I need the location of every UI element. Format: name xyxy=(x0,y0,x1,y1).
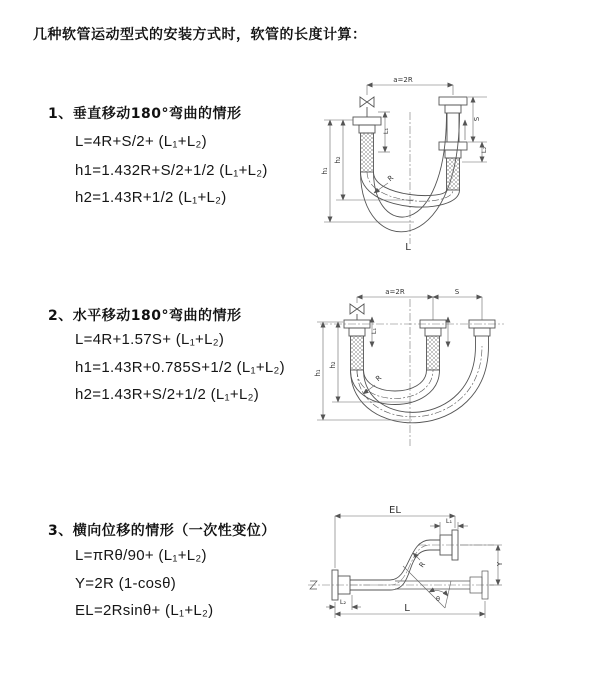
dim-label-l-total: L xyxy=(405,242,411,253)
section-3-formula-l: L=πRθ/90+ (L₁+L₂) xyxy=(75,547,207,564)
angle-construction xyxy=(403,566,451,608)
dim-label-l2: L₂ xyxy=(339,598,347,606)
dim-label-h1: h₁ xyxy=(314,369,322,377)
dim-label-l1: L₁ xyxy=(445,517,453,525)
valve-icon xyxy=(360,97,367,107)
page-title: 几种软管运动型式的安装方式时，软管的长度计算： xyxy=(33,27,367,43)
left-fitting xyxy=(353,97,381,172)
valve-icon xyxy=(350,304,357,314)
dim-label-h2: h₂ xyxy=(329,361,337,369)
section-1-heading: 1、垂直移动180°弯曲的情形 xyxy=(48,106,242,122)
section-1-formula-h2: h2=1.43R+1/2 (L₁+L₂) xyxy=(75,189,227,206)
dimensions xyxy=(317,297,482,420)
dimensions xyxy=(324,85,487,222)
section-3-formula-y: Y=2R (1-cosθ) xyxy=(75,575,177,592)
section-2-formula-h2: h2=1.43R+S/2+1/2 (L₁+L₂) xyxy=(75,386,260,403)
section-2-formula-l: L=4R+1.57S+ (L₁+L₂) xyxy=(75,331,225,348)
dim-label-h2: h₂ xyxy=(334,156,342,164)
section-2-heading: 2、水平移动180°弯曲的情形 xyxy=(48,308,242,324)
diagram-horizontal-movement xyxy=(312,284,562,469)
dim-label-h1: h₁ xyxy=(321,167,329,175)
section-2-formula-h1: h1=1.43R+0.785S+1/2 (L₁+L₂) xyxy=(75,359,285,376)
middle-fitting xyxy=(420,320,446,370)
diagram-lateral-displacement xyxy=(302,502,567,647)
dim-label-s: S xyxy=(473,116,481,122)
dim-label-el: EL xyxy=(389,505,401,516)
dim-label-a2r: a=2R xyxy=(385,288,405,296)
section-1-formula-l: L=4R+S/2+ (L₁+L₂) xyxy=(75,133,207,150)
dim-label-s: S xyxy=(454,288,460,296)
centerlines xyxy=(320,299,504,446)
dim-label-r: R xyxy=(417,560,428,570)
left-fitting xyxy=(344,304,370,370)
hose-curves xyxy=(351,346,489,423)
dim-label-r: R xyxy=(386,173,396,184)
dim-label-l-total: L xyxy=(404,603,410,614)
dimensions xyxy=(326,516,502,618)
right-fitting xyxy=(439,97,467,190)
section-3-heading: 3、横向位移的情形（一次性变位） xyxy=(48,523,276,539)
section-3-formula-el: EL=2Rsinθ+ (L₁+L₂) xyxy=(75,602,214,619)
dim-label-y: Y xyxy=(496,561,504,567)
dim-label-theta: θ xyxy=(436,595,440,603)
dim-label-a2r: a=2R xyxy=(393,76,413,84)
dim-label-l1: L₁ xyxy=(370,327,378,335)
centerlines xyxy=(308,545,494,589)
dim-label-l2: L₂ xyxy=(480,146,488,154)
diagram-vertical-movement xyxy=(310,72,565,267)
dim-label-l1: L₁ xyxy=(382,127,390,135)
dim-label-r: R xyxy=(374,373,384,384)
section-1-formula-h1: h1=1.432R+S/2+1/2 (L₁+L₂) xyxy=(75,162,268,179)
